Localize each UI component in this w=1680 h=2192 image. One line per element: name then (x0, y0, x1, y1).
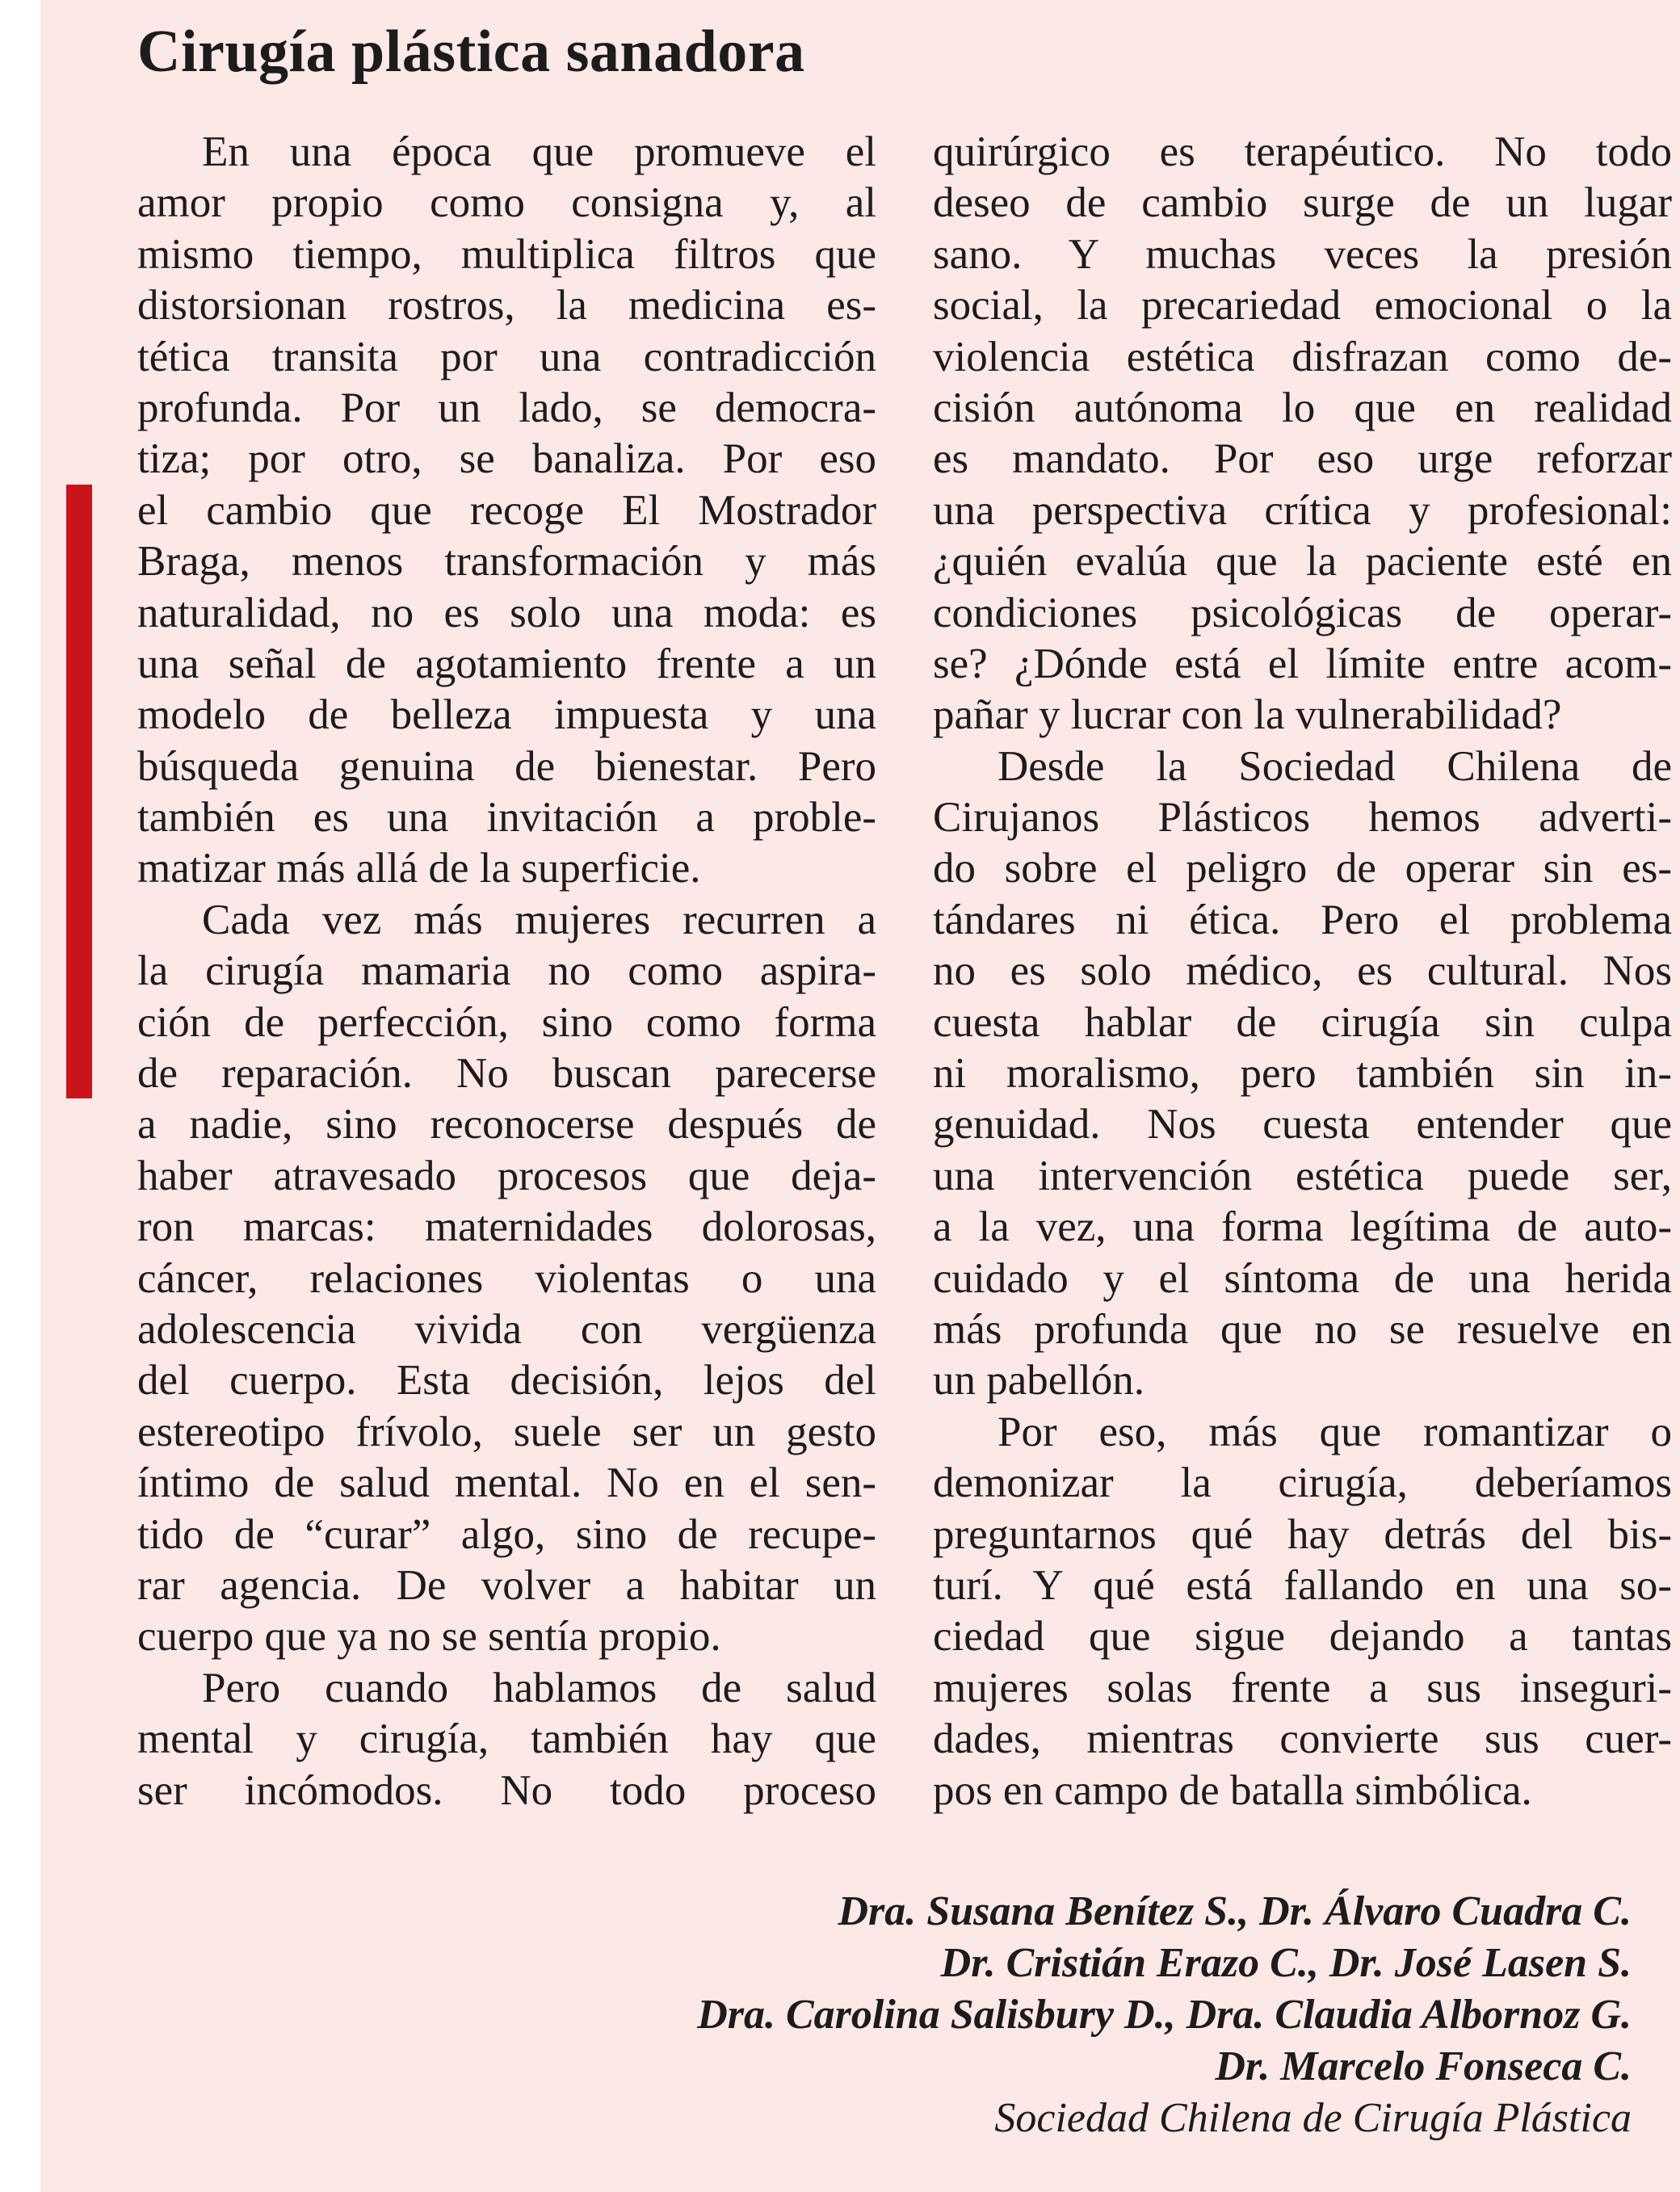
text-line: amor propio como consigna y, al (137, 179, 876, 227)
text-line: Por eso, más que romantizar o (998, 1408, 1672, 1455)
article-title: Cirugía plástica sanadora (137, 19, 805, 85)
text-line: tética transita por una contradicción (137, 333, 876, 380)
text-line: ¿quién evalúa que la paciente esté en (933, 538, 1672, 586)
text-line: social, la precariedad emocional o la (933, 282, 1672, 330)
text-line: naturalidad, no es solo una moda: es (137, 589, 876, 636)
text-line: de reparación. No buscan parecerse (137, 1050, 876, 1098)
text-line: sano. Y muchas veces la presión (933, 230, 1672, 278)
text-line: no es solo médico, es cultural. Nos (933, 947, 1672, 995)
text-line: a nadie, sino reconocerse después de (137, 1101, 876, 1148)
text-line: turí. Y qué está fallando en una so- (933, 1561, 1672, 1609)
text-line: pañar y lucrar con la vulnerabilidad? (933, 691, 1562, 739)
text-line: rar agencia. De volver a habitar un (137, 1561, 876, 1609)
text-line: En una época que promueve el (202, 128, 876, 175)
text-line: dades, mientras convierte sus cuer- (933, 1715, 1672, 1763)
text-line: ni moralismo, pero también sin in- (933, 1050, 1672, 1098)
text-line: ciedad que sigue dejando a tantas (933, 1613, 1672, 1661)
text-line: búsqueda genuina de bienestar. Pero (137, 742, 876, 790)
text-line: estereotipo frívolo, suele ser un gesto (137, 1408, 876, 1455)
text-line: Cada vez más mujeres recurren a (202, 896, 876, 943)
text-line: ción de perfección, sino como forma (137, 998, 876, 1046)
text-line: Pero cuando hablamos de salud (202, 1664, 876, 1711)
text-line: un pabellón. (933, 1357, 1144, 1405)
text-line: ser incómodos. No todo proceso (137, 1766, 876, 1814)
text-line: modelo de belleza impuesta y una (137, 691, 876, 739)
author-line: Dra. Carolina Salisbury D., Dra. Claudia Albornoz G. (697, 1992, 1632, 2038)
text-line: mental y cirugía, también hay que (137, 1715, 876, 1763)
text-line: do sobre el peligro de operar sin es- (933, 845, 1672, 892)
text-line: más profunda que no se resuelve en (933, 1305, 1672, 1353)
text-line: del cuerpo. Esta decisión, lejos del (137, 1357, 876, 1405)
text-line: a la vez, una forma legítima de auto- (933, 1203, 1672, 1251)
text-line: mismo tiempo, multiplica filtros que (137, 230, 876, 278)
text-line: profunda. Por un lado, se democra- (137, 384, 876, 431)
article-page (40, 0, 1680, 2192)
article-column-right (933, 127, 1672, 1816)
text-line: cuerpo que ya no se sentía propio. (137, 1613, 721, 1661)
author-line: Dr. Marcelo Fonseca C. (1215, 2043, 1632, 2089)
text-line: la cirugía mamaria no como aspira- (137, 947, 876, 995)
text-line: una perspectiva crítica y profesional: (933, 486, 1672, 534)
text-line: adolescencia vivida con vergüenza (137, 1305, 876, 1353)
text-line: también es una invitación a proble- (137, 794, 876, 842)
text-line: cáncer, relaciones violentas o una (137, 1254, 876, 1302)
organization-name: Sociedad Chilena de Cirugía Plástica (994, 2095, 1632, 2141)
text-line: cuidado y el síntoma de una herida (933, 1254, 1672, 1302)
text-line: genuidad. Nos cuesta entender que (933, 1101, 1672, 1148)
text-line: es mandato. Por eso urge reforzar (933, 435, 1672, 483)
text-line: demonizar la cirugía, deberíamos (933, 1459, 1672, 1507)
text-line: condiciones psicológicas de operar- (933, 589, 1672, 636)
text-line: violencia estética disfrazan como de- (933, 333, 1672, 380)
text-line: Braga, menos transformación y más (137, 538, 876, 586)
article-column-left (137, 127, 876, 1816)
text-line: distorsionan rostros, la medicina es- (137, 282, 876, 330)
text-line: tándares ni ética. Pero el problema (933, 896, 1672, 943)
text-line: matizar más allá de la superficie. (137, 845, 701, 892)
text-line: tiza; por otro, se banaliza. Por eso (137, 435, 876, 483)
text-line: haber atravesado procesos que deja- (137, 1152, 876, 1199)
text-line: Desde la Sociedad Chilena de (998, 742, 1672, 790)
text-line: pos en campo de batalla simbólica. (933, 1766, 1532, 1814)
text-line: íntimo de salud mental. No en el sen- (137, 1459, 876, 1507)
text-line: preguntarnos qué hay detrás del bis- (933, 1510, 1672, 1558)
text-line: deseo de cambio surge de un lugar (933, 179, 1672, 227)
text-line: quirúrgico es terapéutico. No todo (933, 128, 1672, 175)
text-line: el cambio que recoge El Mostrador (137, 486, 876, 534)
text-line: se? ¿Dónde está el límite entre acom- (933, 640, 1672, 687)
text-line: una intervención estética puede ser, (933, 1152, 1672, 1199)
author-line: Dra. Susana Benítez S., Dr. Álvaro Cuadra C. (838, 1888, 1632, 1934)
text-line: ron marcas: maternidades dolorosas, (137, 1203, 876, 1251)
text-line: Cirujanos Plásticos hemos adverti- (933, 794, 1672, 842)
text-line: cisión autónoma lo que en realidad (933, 384, 1672, 431)
text-line: tido de “curar” algo, sino de recupe- (137, 1510, 876, 1558)
accent-bar (66, 485, 92, 1098)
text-line: cuesta hablar de cirugía sin culpa (933, 998, 1672, 1046)
text-line: mujeres solas frente a sus inseguri- (933, 1664, 1672, 1711)
text-line: una señal de agotamiento frente a un (137, 640, 876, 687)
author-line: Dr. Cristián Erazo C., Dr. José Lasen S. (940, 1940, 1632, 1986)
signature-block (178, 1886, 1632, 2144)
